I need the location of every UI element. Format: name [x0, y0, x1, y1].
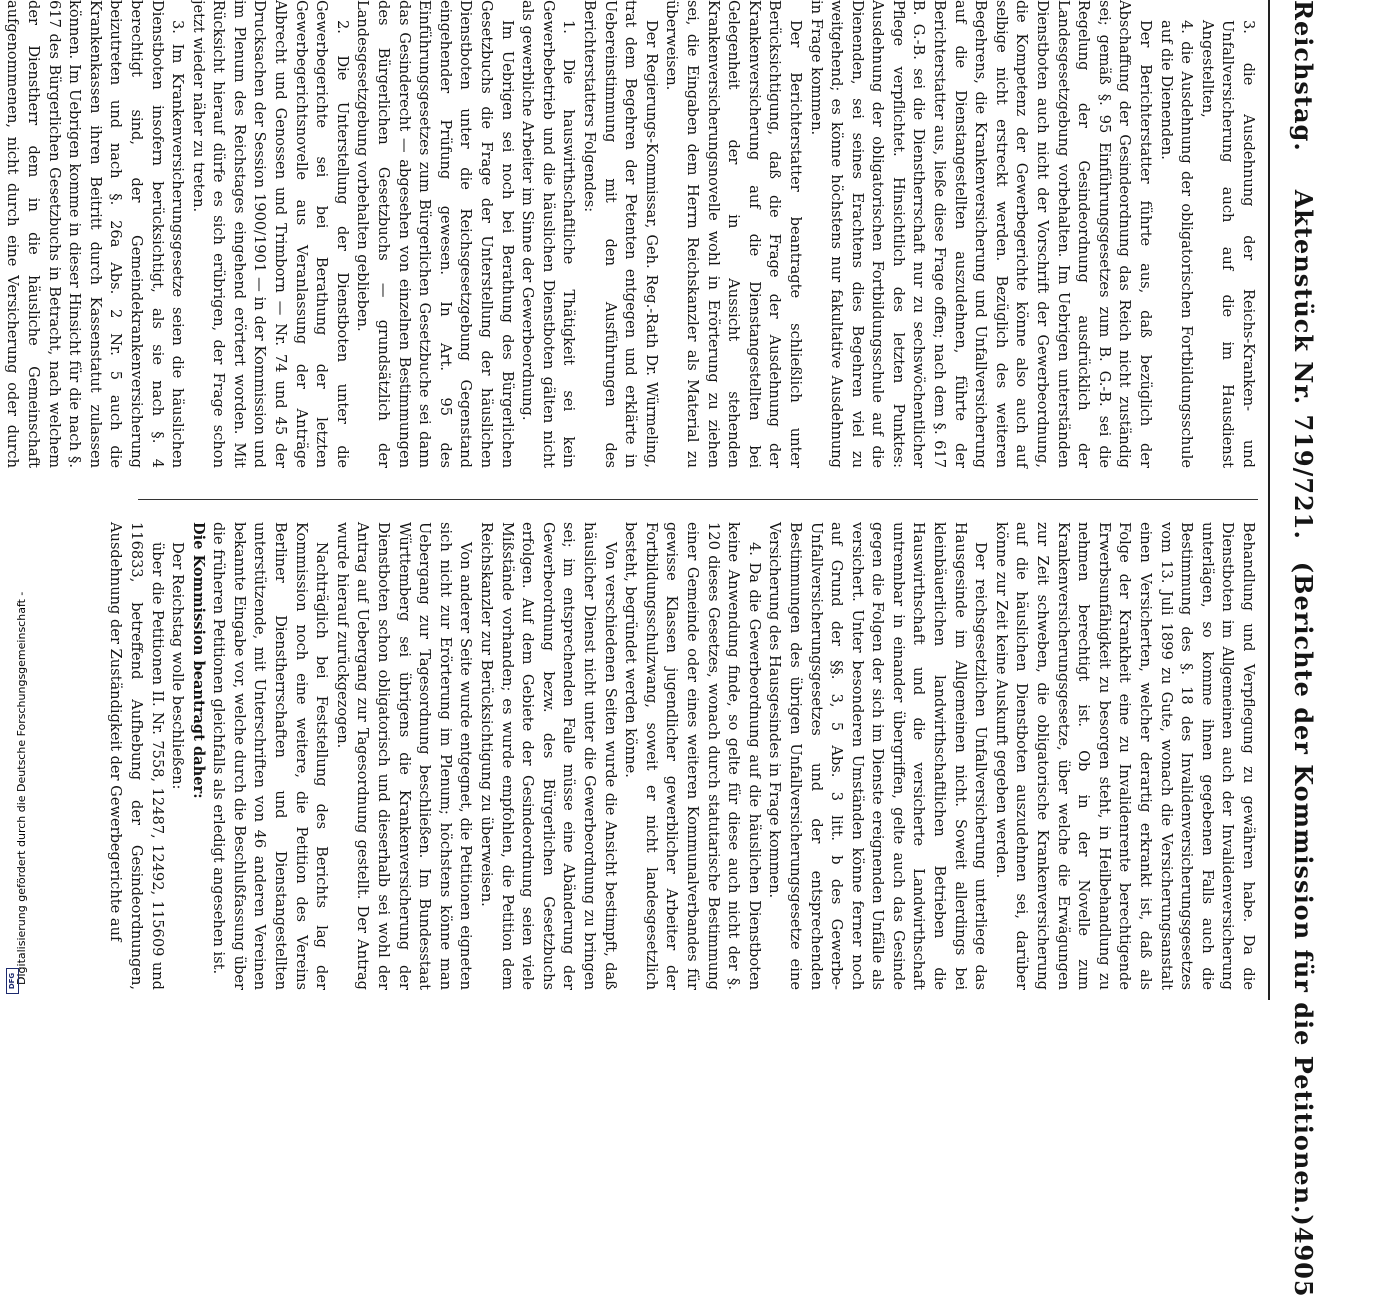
paragraph: 4. die Ausdehnung der obligatorischen Fortbildungsschule auf die Dienenden.: [1157, 20, 1196, 468]
header-section-title: (Berichte der Kommission für die Petitionen.): [1289, 561, 1318, 1227]
paragraph: Im Uebrigen sei noch bei Berathung des Bürgerlichen Gesetzbuchs die Frage der Unterstellung der häuslichen Dienstboten unter die Reichsgesetzgebung Gegenstand eingehender Prüfung gewesen. In Art. 95 des Einführungsgesetzes zum Bürgerlichen Gesetzbuche sei dann das Gesinderecht — abgesehen von einzelnen Bestimmungen des Bürgerlichen Gesetzbuchs — grundsätzlich der Landesgesetzgebung vorbehalten geblieben.: [354, 0, 516, 468]
paragraph: Von anderer Seite wurde entgegnet, die Petitionen eigneten sich nicht zur Erörterung im Plenum; höchstens könne man Uebergang zur Tagesordnung beschließen. Im Bundesstaat Württemberg sei übrigens die Krankenversicherung der Dienstboten schon obligatorisch und dieserhalb sei wohl der Antrag auf Uebergang zur Tagesordnung gestellt. Der Antrag wurde hierauf zurückgezogen.: [333, 522, 475, 990]
page-header: [1268, 0, 1318, 1298]
dfg-logo-icon: DFG: [6, 968, 19, 994]
paragraph: Die Kommission beantragt daher:: [189, 522, 207, 799]
column-divider: [138, 499, 1258, 500]
paragraph: 3. die Ausdehnung der Reichs-Kranken- und Unfallversicherung auch auf die im Hausdienst Angestellten,: [1198, 20, 1257, 468]
paragraph: Der Berichterstatter beantragte schließlich unter Berücksichtigung, daß die Frage der Ausdehnung der Krankenversicherung auf die Dienstangestellten bei Gelegenheit der in Aussicht stehenden Krankenversicherungsnovelle wohl in Erörterung zu ziehen sei, die Eingaben dem Herrn Reichskanzler als Material zu überweisen.: [663, 0, 804, 468]
header-publication: Reichstag.: [1289, 0, 1318, 152]
right-text-column: [107, 522, 1258, 990]
paragraph: Behandlung und Verpflegung zu gewähren habe. Da die Dienstboten im Allgemeinen auch der Invalidenversicherung unterlägen, so komme ihnen gegebenen Falls auch die Bestimmung des §. 18 des Invalidenversicherungsgesetzes vom 13. Juli 1899 zu Gute, wonach die Versicherungsanstalt einen Versicherten, welcher derartig erkrankt ist, daß als Folge der Krankheit eine zu Invalidenrente berechtigende Erwerbsunfähigkeit zu besorgen steht, in Heilbehandlung zu nehmen berechtigt ist. Ob in der Novelle zum Krankenversicherungsgesetze, über welche die Erwägungen zur Zeit schweben, die obligatorische Krankenversicherung auf die häuslichen Dienstboten auszudehnen sei, darüber könne zur Zeit keine Auskunft gegeben werden.: [992, 522, 1257, 990]
paragraph: 4. Da die Gewerbeordnung auf die häuslichen Dienstboten keine Anwendung finde, so gelte für diese auch nicht der §. 120 dieses Gesetzes, wonach durch statutarische Bestimmung einer Gemeinde oder eines weiteren Kommunalverbandes für gewisse Klassen jugendlicher gewerblicher Arbeiter der Fortbildungsschulzwang, soweit er nicht landesgesetzlich besteht, begründet werden könne.: [622, 522, 763, 990]
paragraph: 1. Die hauswirthschaftliche Thätigkeit sei kein Gewerbebetrieb und die häuslichen Dienstboten gälten nicht als gewerbliche Arbeiter im Sinne der Gewerbeordnung.: [519, 0, 578, 468]
paragraph: Der Regierungs-Kommissar, Geh. Reg.-Rath Dr. Würmeling, trat dem Begehren der Petenten entgegen und erklärte in Uebereinstimmung mit den Ausführungen des Berichterstatters Folgendes:: [581, 0, 660, 468]
digitization-credit: Digitalisierung gefördert durch die Deutsche Forschungsgemeinschaft -: [15, 591, 28, 985]
page-number: 4905: [1289, 1226, 1318, 1298]
paragraph: 3. Im Krankenversicherungsgesetze seien die häuslichen Dienstboten insofern berücksichtigt, als sie nach §. 4 berechtigt sind, der Gemeindekrankenversicherung beizutreten und nach §. 26a Abs. 2 Nr. 5 auch die Krankenkassen ihren Beitritt durch Kassenstatut zulassen können. Im Uebrigen komme in dieser Hinsicht für die nach §. 617 des Bürgerlichen Gesetzbuchs in Betracht, nach welchem der Dienstherr dem in die häusliche Gemeinschaft aufgenommenen, nicht durch eine Versicherung oder durch: [4, 0, 187, 468]
paragraph: Der reichsgesetzlichen Unfallversicherung unterliege das Hausgesinde im Allgemeinen nicht. Soweit allerdings bei kleinbäuerlichen landwirthschaftlichen Betrieben die Hauswirthschaft und die versicherte Landwirthschaft untrennbar in einander übergriffen, gelte auch das Gesinde gegen die Folgen der sich im Dienste ereignenden Unfälle als versichert. Unter besonderen Umständen könne ferner noch auf Grund der §§. 3, 5 Abs. 3 litt. b des Gewerbe-Unfallversicherungsgesetzes und der entsprechenden Bestimmungen des übrigen Unfallversicherungsgesetze eine Versicherung des Hausgesindes in Frage kommen.: [766, 522, 990, 990]
paragraph: Von verschiedenen Seiten wurde die Ansicht bestimpft, daß häuslicher Dienst nicht unter die Gewerbeordnung zu bringen sei; im entsprechenden Falle müsse eine Abänderung der Gewerbeordnung bezw. des Bürgerlichen Gesetzbuchs erfolgen. Auf dem Gebiete der Gesindeordnung seien viele Mißstände vorhanden; es wurde empfohlen, die Petition dem Reichskanzler zur Berücksichtigung zu überweisen.: [478, 522, 619, 990]
left-text-column: [4, 0, 1258, 468]
paragraph: über die Petitionen II. Nr. 7558, 12487, 12492, 115609 und 116833, betreffend Aufhebung der Gesindeordnungen, Ausdehnung der Zuständigkeit der Gewerbegerichte auf: [107, 522, 166, 990]
paragraph: Der Berichterstatter führte aus, daß bezüglich der Abschaffung der Gesindeordnung das Reich nicht zuständig sei; gemäß §. 95 Einführungsgesetzes zum B. G.-B. sei die Regelung der Gesindeordnung ausdrücklich der Landesgesetzgebung vorbehalten. Im Uebrigen unterständen Dienstboten auch nicht der Vorschrift der Gewerbeordnung, die Kompetenz der Gewerbegerichte könne also auch auf selbige nicht erstreckt werden. Bezüglich des weiteren Begehrens, die Krankenversicherung und Unfallversicherung auf die Dienstangestellten auszudehnen, führte der Berichterstatter aus, ließe diese Frage offen; nach dem §. 617 B. G.-B. sei die Dienstherrschaft nur zu sechswöchentlicher Pflege verpflichtet. Hinsichtlich des letzten Punktes: Ausdehnung der obligatorischen Fortbildungsschule auf die Dienenden, sei seines Erachtens dies Begehren viel zu weitgehend; es könne höchstens nur fakultative Ausdehnung in Frage kommen.: [807, 0, 1155, 468]
paragraph: Nachträglich bei Feststellung des Berichts lag der Kommission noch eine weitere, die Petition des Vereins Berliner Dienstherrschaften und Dienstangestellten unterstützende, mit Unterschriften von 46 anderen Vereinen bekannte Eingabe vor, welche durch die Beschlußfassung über die früheren Petitionen gleichfalls als erledigt angesehen ist.: [210, 522, 331, 990]
paragraph: Der Reichstag wolle beschließen:: [169, 542, 187, 790]
paragraph: 2. Die Unterstellung der Dienstboten unter die Gewerbegerichte sei bei Berathung der letzten Gewerbegerichtsnovelle aus Veranlassung der Anträge Albrecht und Genossen und Trimborn — Nr. 74 und 45 der Drucksachen der Session 1900/1901 — in der Kommission und im Plenum des Reichstages eingehend erörtert worden. Mit Rücksicht hierauf dürfe es sich erübrigen, der Frage schon jetzt wieder näher zu treten.: [189, 0, 351, 468]
header-document-number: Aktenstück Nr. 719/721.: [1289, 189, 1318, 540]
